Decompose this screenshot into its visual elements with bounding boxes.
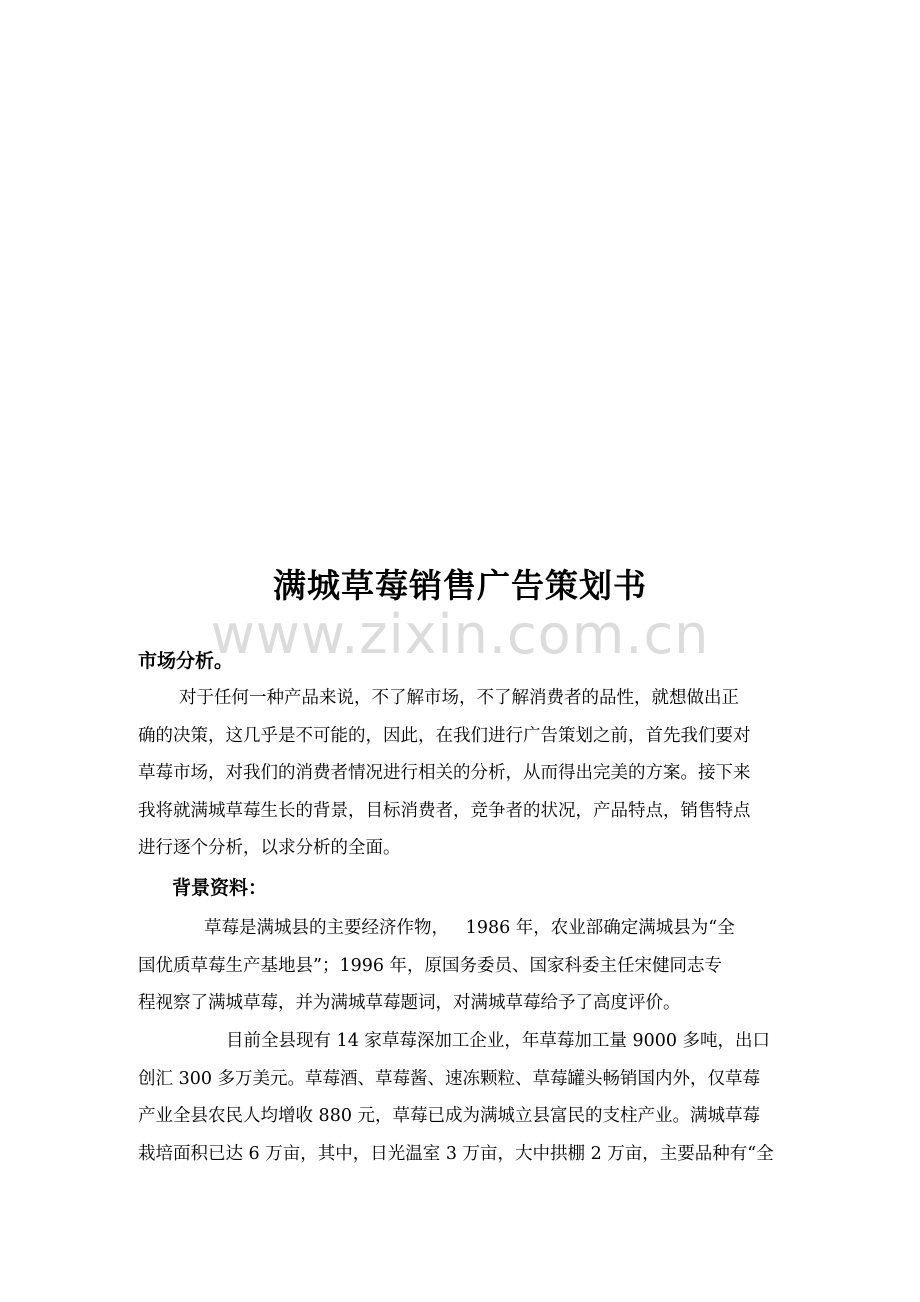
section-heading-market-analysis: 市场分析。	[138, 650, 234, 672]
text-line: 目前全县现有 14 家草莓深加工企业，年草莓加工量 9000 多吨，出口	[226, 1031, 771, 1051]
text-line: 草莓市场，对我们的消费者情况进行相关的分析，从而得出完美的方案。接下来	[138, 763, 751, 783]
text-line: 程视察了满城草莓，并为满城草莓题词，对满城草莓给予了高度评价。	[138, 993, 681, 1013]
text-line: 我将就满城草莓生长的背景，目标消费者，竞争者的状况，产品特点，销售特点	[138, 800, 751, 821]
paragraph-background-2	[138, 1023, 782, 1173]
text-line: 栽培面积已达 6 万亩，其中，日光温室 3 万亩，大中拱棚 2 万亩，主要品种有“全	[138, 1143, 774, 1164]
text-line: 草莓是满城县的主要经济作物， 1986 年，农业部确定满城县为“全	[204, 918, 735, 938]
text-line: 创汇 300 多万美元。草莓酒、草莓酱、速冻颗粒、草莓罐头畅销国内外，仅草莓	[138, 1068, 761, 1089]
text-line: 对于任何一种产品来说，不了解市场，不了解消费者的品性，就想做出正	[179, 688, 739, 708]
watermark: www.zixin.com.cn	[210, 603, 710, 666]
paragraph-background-1	[138, 910, 782, 1023]
text-line: 确的决策，这几乎是不可能的，因此，在我们进行广告策划之前，首先我们要对	[138, 725, 751, 746]
paragraph-market-analysis	[138, 680, 782, 868]
text-line: 进行逐个分析，以求分析的全面。	[138, 838, 401, 858]
text-line: 产业全县农民人均增收 880 元，草莓已成为满城立县富民的支柱产业。满城草莓	[138, 1106, 761, 1126]
text-line: 国优质草莓生产基地县”；1996 年，原国务委员、国家科委主任宋健同志专	[138, 955, 723, 976]
section-heading-background: 背景资料：	[172, 877, 268, 899]
document-title: 满城草莓销售广告策划书	[273, 566, 647, 605]
